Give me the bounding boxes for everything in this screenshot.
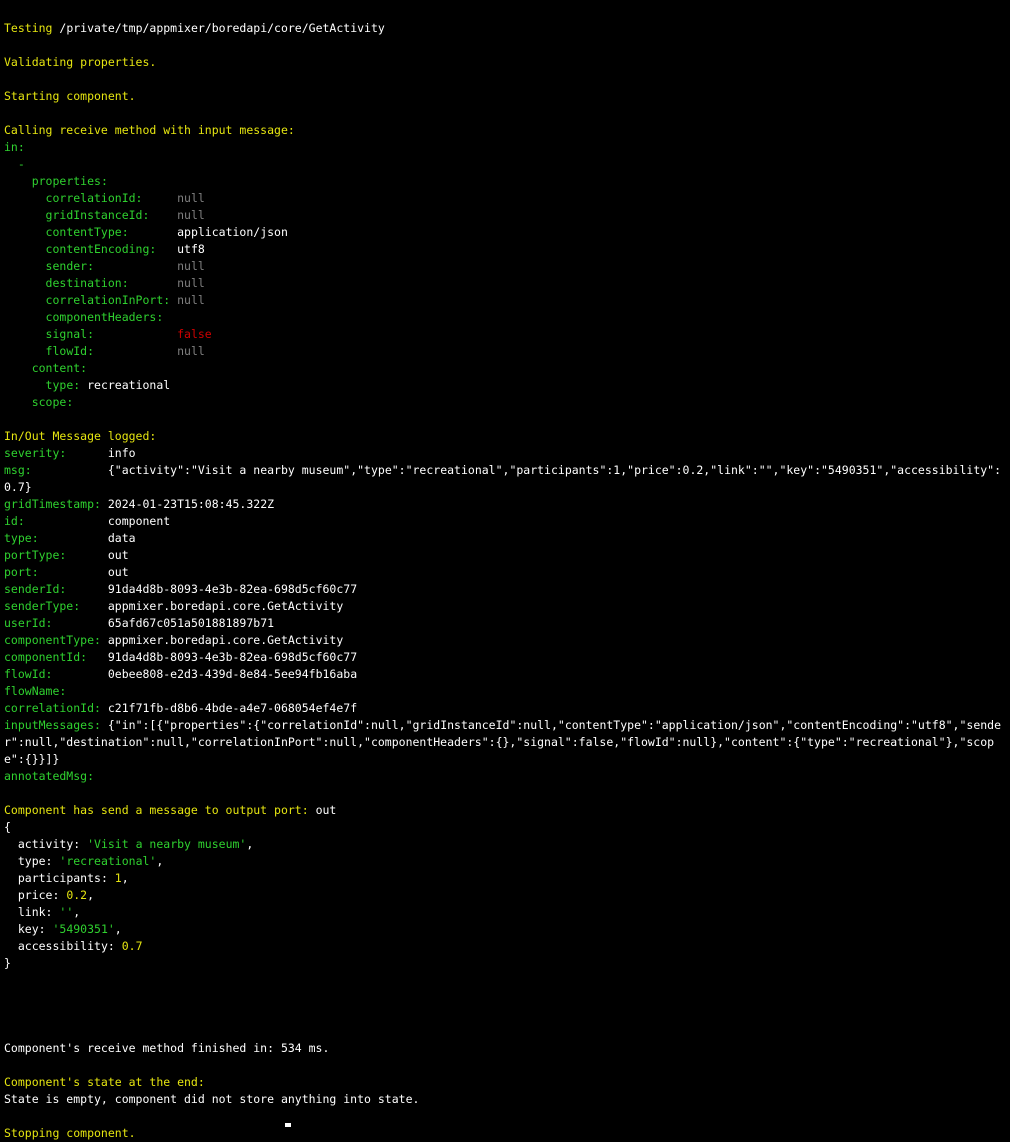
input-dash: - xyxy=(17,157,25,171)
log-fields xyxy=(4,445,1006,785)
log-field-row xyxy=(4,683,1006,700)
output-field-value: 1 xyxy=(114,871,122,885)
log-field-key: inputMessages: xyxy=(4,718,101,732)
output-heading-line xyxy=(4,802,1006,819)
testing-line xyxy=(4,20,1006,37)
input-property-key: sender: xyxy=(45,259,171,273)
input-content-type: type: recreational xyxy=(45,378,171,392)
input-property-key: correlationInPort: xyxy=(45,293,171,307)
input-property-row xyxy=(4,241,1006,258)
input-property-value: null xyxy=(177,293,205,307)
input-properties-key: properties: xyxy=(31,174,108,188)
log-field-key: senderType: xyxy=(4,599,101,613)
log-field-key: userId: xyxy=(4,616,101,630)
input-property-row xyxy=(4,190,1006,207)
output-field-comma: , xyxy=(156,854,164,868)
log-field-value: {"in":[{"properties":{"correlationId":null,"gridInstanceId":null,"contentType":"application/json","contentEncoding":"utf8","sender":null,"destination":null,"correlationInPort":null,"componentHeaders":{},"signal":false,"flowId":null},"content":{"type":"recreational"},"scope":{}}]} xyxy=(4,718,1002,766)
log-field-row xyxy=(4,462,1006,496)
output-field-key: participants: xyxy=(17,871,115,885)
input-in-key: in: xyxy=(4,140,25,154)
log-field-value: out xyxy=(107,565,129,579)
output-heading: Component has send a message to output port: xyxy=(4,803,309,817)
log-field-value: 0ebee808-e2d3-439d-8e84-5ee94fb16aba xyxy=(107,667,358,681)
log-field-key: msg: xyxy=(4,463,101,477)
log-field-key: senderId: xyxy=(4,582,101,596)
log-field-row xyxy=(4,700,1006,717)
output-field-row xyxy=(4,887,1006,904)
output-field-comma: , xyxy=(73,905,81,919)
log-field-row xyxy=(4,445,1006,462)
log-field-value: out xyxy=(107,548,129,562)
log-field-value: c21f71fb-d8b6-4bde-a4e7-068054ef4e7f xyxy=(107,701,358,715)
output-field-key: activity: xyxy=(17,837,88,851)
state-heading: Component's state at the end: xyxy=(4,1075,205,1089)
terminal-cursor xyxy=(285,1123,291,1127)
previous-output-cutoff xyxy=(0,0,1010,4)
input-property-row xyxy=(4,326,1006,343)
output-field-key: link: xyxy=(17,905,60,919)
log-field-key: type: xyxy=(4,531,101,545)
output-field-row xyxy=(4,938,1006,955)
output-open-brace: { xyxy=(4,820,11,834)
log-field-key: componentId: xyxy=(4,650,101,664)
input-property-row xyxy=(4,275,1006,292)
log-field-key: flowName: xyxy=(4,684,101,698)
log-field-row xyxy=(4,768,1006,785)
calling-line: Calling receive method with input message: xyxy=(4,123,295,137)
output-field-key: type: xyxy=(17,854,60,868)
log-field-value: 2024-01-23T15:08:45.322Z xyxy=(107,497,275,511)
stopping-line: Stopping component. xyxy=(4,1126,136,1140)
input-property-key: destination: xyxy=(45,276,171,290)
log-field-key: correlationId: xyxy=(4,701,101,715)
input-property-value: null xyxy=(177,276,205,290)
output-field-key: price: xyxy=(17,888,67,902)
input-property-value: null xyxy=(177,259,205,273)
log-field-row xyxy=(4,615,1006,632)
input-property-row xyxy=(4,309,1006,326)
output-field-row xyxy=(4,870,1006,887)
log-heading: In/Out Message logged: xyxy=(4,429,157,443)
input-property-key: flowId: xyxy=(45,344,171,358)
log-field-row xyxy=(4,496,1006,513)
output-field-comma: , xyxy=(246,837,254,851)
log-field-row xyxy=(4,581,1006,598)
output-field-row xyxy=(4,904,1006,921)
log-field-row xyxy=(4,666,1006,683)
log-field-key: annotatedMsg: xyxy=(4,769,101,783)
starting-line: Starting component. xyxy=(4,89,136,103)
log-field-value: 65afd67c051a501881897b71 xyxy=(107,616,275,630)
log-field-value: info xyxy=(107,446,136,460)
log-field-key: port: xyxy=(4,565,101,579)
input-property-value: utf8 xyxy=(177,242,205,256)
input-property-value: null xyxy=(177,191,205,205)
log-field-value: component xyxy=(107,514,171,528)
log-field-key: id: xyxy=(4,514,101,528)
input-property-row xyxy=(4,224,1006,241)
input-property-key: contentEncoding: xyxy=(45,242,171,256)
output-field-comma: , xyxy=(121,871,129,885)
input-property-value: false xyxy=(177,327,212,341)
input-property-value: null xyxy=(177,208,205,222)
output-field-comma: , xyxy=(87,888,95,902)
input-property-value: application/json xyxy=(177,225,288,239)
output-field-comma: , xyxy=(114,922,122,936)
output-field-value: 'Visit a nearby museum' xyxy=(87,837,247,851)
testing-label: Testing xyxy=(4,21,53,35)
output-field-row xyxy=(4,921,1006,938)
log-field-value: appmixer.boredapi.core.GetActivity xyxy=(107,633,344,647)
log-field-row xyxy=(4,564,1006,581)
input-property-row xyxy=(4,292,1006,309)
log-field-key: gridTimestamp: xyxy=(4,497,101,511)
input-property-key: correlationId: xyxy=(45,191,171,205)
log-field-value: data xyxy=(107,531,136,545)
log-field-row xyxy=(4,717,1006,768)
log-field-row xyxy=(4,513,1006,530)
input-property-value: null xyxy=(177,344,205,358)
input-property-key: gridInstanceId: xyxy=(45,208,171,222)
testing-path: /private/tmp/appmixer/boredapi/core/GetActivity xyxy=(59,21,385,35)
log-field-key: portType: xyxy=(4,548,101,562)
input-property-key: componentHeaders: xyxy=(45,310,164,324)
log-field-key: componentType: xyxy=(4,633,101,647)
log-field-row xyxy=(4,598,1006,615)
input-properties-list xyxy=(4,190,1006,360)
output-port: out xyxy=(315,803,337,817)
output-field-value: 0.2 xyxy=(66,888,88,902)
state-text: State is empty, component did not store anything into state. xyxy=(4,1092,420,1106)
log-field-row xyxy=(4,547,1006,564)
output-field-value: 'recreational' xyxy=(59,854,157,868)
input-property-row xyxy=(4,207,1006,224)
output-field-value: '' xyxy=(59,905,74,919)
log-field-value: 91da4d8b-8093-4e3b-82ea-698d5cf60c77 xyxy=(107,582,358,596)
log-field-row xyxy=(4,649,1006,666)
output-field-key: accessibility: xyxy=(17,939,122,953)
output-field-key: key: xyxy=(17,922,53,936)
input-content-key: content: xyxy=(31,361,88,375)
log-field-key: severity: xyxy=(4,446,101,460)
input-property-row xyxy=(4,258,1006,275)
input-property-key: signal: xyxy=(45,327,171,341)
finished-line: Component's receive method finished in: 534 ms. xyxy=(4,1041,330,1055)
terminal-output xyxy=(4,20,1006,1142)
input-property-row xyxy=(4,343,1006,360)
log-field-value: {"activity":"Visit a nearby museum","type":"recreational","participants":1,"price":0.2,"link":"","key":"5490351","accessibility":0.7} xyxy=(4,463,1002,494)
output-field-row xyxy=(4,836,1006,853)
log-field-value: appmixer.boredapi.core.GetActivity xyxy=(107,599,344,613)
output-field-value: '5490351' xyxy=(52,922,115,936)
log-field-value: 91da4d8b-8093-4e3b-82ea-698d5cf60c77 xyxy=(107,650,358,664)
output-field-value: 0.7 xyxy=(121,939,143,953)
input-scope-key: scope: xyxy=(31,395,74,409)
validating-line: Validating properties. xyxy=(4,55,157,69)
log-field-row xyxy=(4,530,1006,547)
output-close-brace: } xyxy=(4,956,11,970)
output-field-row xyxy=(4,853,1006,870)
log-field-row xyxy=(4,632,1006,649)
input-property-key: contentType: xyxy=(45,225,171,239)
log-field-key: flowId: xyxy=(4,667,101,681)
output-fields xyxy=(4,836,1006,955)
